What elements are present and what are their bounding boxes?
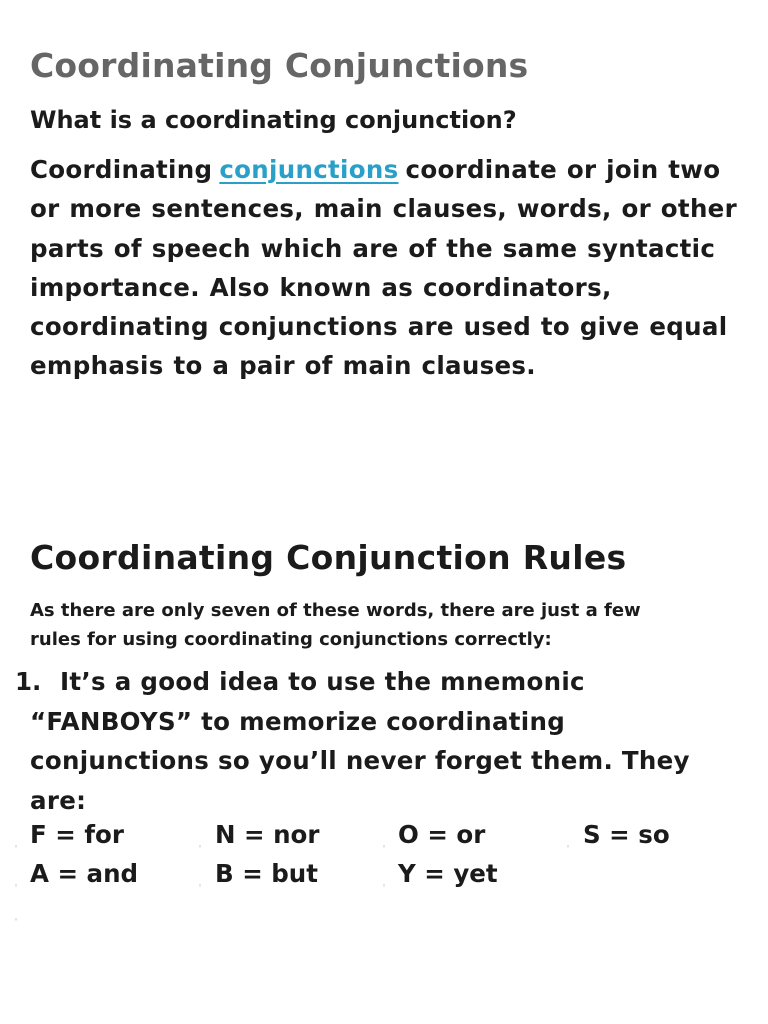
fanboys-item-and: A = and [30, 859, 139, 888]
fanboys-item-yet: Y = yet [398, 859, 498, 888]
rule-text: It’s a good idea to use the mnemonic “FANBOYS” to memorize coordinating conjunctions so you’ll never forget them. They are: [30, 667, 690, 815]
question-heading: What is a coordinating conjunction? [30, 106, 517, 134]
fanboys-item-nor: N = nor [215, 820, 320, 849]
fanboys-item-or: O = or [398, 820, 486, 849]
page-title: Coordinating Conjunctions [30, 46, 529, 85]
bullet-icon: ◦ [14, 916, 19, 924]
fanboys-item-for: F = for [30, 820, 124, 849]
bullet-icon: ◦ [382, 843, 387, 851]
rule-number: 1. [15, 667, 42, 696]
definition-lead: Coordinating [30, 155, 213, 184]
bullet-icon: ◦ [198, 843, 203, 851]
bullet-icon: ◦ [566, 843, 571, 851]
bullet-icon: ◦ [14, 882, 19, 890]
definition-paragraph [30, 150, 745, 386]
rules-heading: Coordinating Conjunction Rules [30, 538, 627, 577]
rules-intro: As there are only seven of these words, there are just a few rules for using coordinating conjunctions correctly: [30, 600, 641, 650]
conjunctions-link[interactable]: conjunctions [219, 155, 399, 184]
fanboys-item-so: S = so [583, 820, 670, 849]
fanboys-item-but: B = but [215, 859, 318, 888]
bullet-icon: ◦ [14, 843, 19, 851]
bullet-icon: ◦ [382, 882, 387, 890]
definition-rest: coordinate or join two or more sentences, main clauses, words, or other parts of speech which are of the same syntactic importance. Also known as coordinators, coordinating conjunctions are used to give equal emphasis to a pair of main clauses. [30, 155, 737, 381]
bullet-icon: ◦ [198, 882, 203, 890]
